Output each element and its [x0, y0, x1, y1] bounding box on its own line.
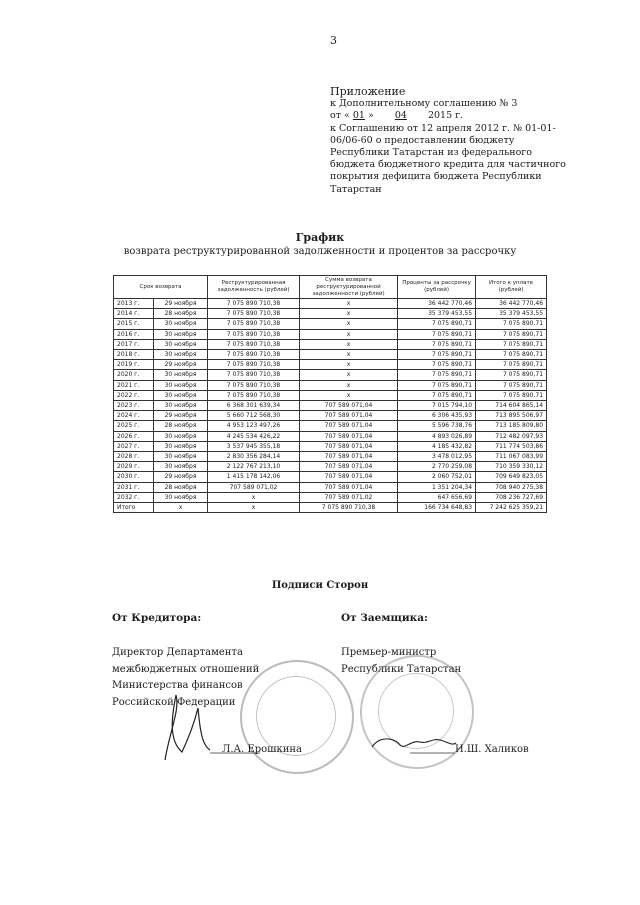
- table-cell: 3 537 945 355,18: [208, 441, 300, 451]
- table-cell: 3 478 012,95: [398, 452, 476, 462]
- table-cell: 7 075 890 710,38: [208, 329, 300, 339]
- table-cell: 707 589 071,04: [300, 452, 398, 462]
- table-cell: 7 075 890,71: [398, 370, 476, 380]
- table-cell: 7 075 890,71: [398, 319, 476, 329]
- annex-line-5: Республики Татарстан из федерального: [330, 147, 532, 159]
- table-cell: 7 075 890 710,38: [208, 350, 300, 360]
- table-cell: 2028 г.: [114, 452, 154, 462]
- table-row: [114, 309, 547, 319]
- table-cell: x: [300, 390, 398, 400]
- table-row: [114, 431, 547, 441]
- table-cell: 2 830 356 284,14: [208, 452, 300, 462]
- table-cell: 7 075 890 710,38: [208, 370, 300, 380]
- table-row: [114, 401, 547, 411]
- table-cell: 1 351 204,34: [398, 482, 476, 492]
- table-cell: 7 075 890,71: [398, 339, 476, 349]
- table-row: [114, 360, 547, 370]
- table-cell: 647 656,69: [398, 492, 476, 502]
- table-cell: 2030 г.: [114, 472, 154, 482]
- table-cell: 7 075 890,71: [398, 380, 476, 390]
- table-cell: 707 589 071,04: [300, 482, 398, 492]
- table-total-cell: Итого: [114, 503, 154, 513]
- table-cell: x: [300, 329, 398, 339]
- table-cell: 707 589 071,04: [300, 421, 398, 431]
- document-subtitle: возврата реструктурированной задолженности и процентов за рассрочку: [123, 246, 517, 257]
- table-cell: 2027 г.: [114, 441, 154, 451]
- borrower-line-1: Премьер-министр: [341, 647, 437, 658]
- page-number: 3: [330, 34, 337, 47]
- table-cell: 2031 г.: [114, 482, 154, 492]
- header-due-date: Срок возврата: [114, 276, 208, 299]
- table-cell: 2021 г.: [114, 380, 154, 390]
- table-cell: 7 075 890,71: [476, 350, 547, 360]
- table-cell: 2 060 752,01: [398, 472, 476, 482]
- table-cell: 2015 г.: [114, 319, 154, 329]
- table-cell: 28 ноября: [154, 482, 208, 492]
- borrower-heading: От Заемщика:: [341, 612, 428, 624]
- table-cell: 30 ноября: [154, 462, 208, 472]
- table-cell: 5 596 738,76: [398, 421, 476, 431]
- table-row: [114, 299, 547, 309]
- table-cell: 707 589 071,02: [208, 482, 300, 492]
- table-row: [114, 411, 547, 421]
- table-cell: 713 895 506,97: [476, 411, 547, 421]
- table-cell: 2020 г.: [114, 370, 154, 380]
- annex-line-7: покрытия дефицита бюджета Республики: [330, 171, 542, 183]
- annex-line-4: 06/06-60 о предоставлении бюджету: [330, 134, 515, 146]
- table-cell: 7 075 890,71: [476, 370, 547, 380]
- table-cell: 28 ноября: [154, 309, 208, 319]
- table-cell: 2019 г.: [114, 360, 154, 370]
- table-cell: 30 ноября: [154, 329, 208, 339]
- annex-date-month: 04: [394, 110, 407, 122]
- table-cell: 30 ноября: [154, 492, 208, 502]
- table-cell: 7 075 890 710,38: [208, 309, 300, 319]
- table-cell: 1 415 178 142,06: [208, 472, 300, 482]
- table-header-row: [114, 276, 547, 299]
- table-cell: 707 589 071,04: [300, 401, 398, 411]
- table-cell: 7 075 890,71: [398, 360, 476, 370]
- document-title: График: [295, 231, 345, 244]
- table-cell: 714 604 865,14: [476, 401, 547, 411]
- table-cell: 708 236 727,69: [476, 492, 547, 502]
- creditor-line-2: межбюджетных отношений: [112, 663, 260, 675]
- table-cell: 7 075 890,71: [476, 329, 547, 339]
- table-cell: 28 ноября: [154, 421, 208, 431]
- table-cell: 2016 г.: [114, 329, 154, 339]
- signatures-title: Подписи Сторон: [271, 580, 369, 591]
- annex-header: [330, 86, 590, 196]
- table-cell: 30 ноября: [154, 431, 208, 441]
- table-total-row: [114, 503, 547, 513]
- table-cell: 7 075 890,71: [476, 380, 547, 390]
- table-cell: x: [300, 299, 398, 309]
- annex-date-day: 01: [352, 110, 365, 122]
- table-cell: 707 589 071,04: [300, 472, 398, 482]
- table-cell: x: [300, 360, 398, 370]
- table-cell: 2017 г.: [114, 339, 154, 349]
- annex-title: Приложение: [330, 85, 406, 98]
- table-cell: 4 893 026,89: [398, 431, 476, 441]
- table-cell: 2013 г.: [114, 299, 154, 309]
- table-cell: 7 075 890,71: [398, 350, 476, 360]
- table-cell: x: [300, 319, 398, 329]
- annex-date-line: [330, 110, 590, 122]
- table-cell: 2025 г.: [114, 421, 154, 431]
- table-cell: 712 482 097,93: [476, 431, 547, 441]
- header-restructured-debt: Реструктурированная задолженность (рублей): [208, 276, 300, 299]
- table-cell: 30 ноября: [154, 390, 208, 400]
- table-cell: 2029 г.: [114, 462, 154, 472]
- header-total-payable: Итого к уплате (рублей): [476, 276, 547, 299]
- table-cell: 7 075 890,71: [476, 360, 547, 370]
- table-cell: x: [300, 309, 398, 319]
- creditor-line-1: Директор Департамента: [112, 647, 243, 658]
- table-cell: 711 067 083,99: [476, 452, 547, 462]
- table-cell: 7 075 890 710,38: [208, 360, 300, 370]
- table-cell: 710 359 330,12: [476, 462, 547, 472]
- table-cell: 709 649 823,05: [476, 472, 547, 482]
- table-row: [114, 319, 547, 329]
- table-cell: 7 075 890 710,38: [208, 380, 300, 390]
- table-cell: x: [300, 350, 398, 360]
- annex-date-prefix: от «: [330, 110, 350, 122]
- table-cell: 707 589 071,04: [300, 441, 398, 451]
- table-cell: 2023 г.: [114, 401, 154, 411]
- table-cell: 29 ноября: [154, 360, 208, 370]
- creditor-line-3: Министерства финансов: [112, 680, 243, 691]
- table-cell: 35 379 453,55: [476, 309, 547, 319]
- table-row: [114, 329, 547, 339]
- table-cell: 7 075 890 710,38: [208, 299, 300, 309]
- table-total-cell: x: [208, 503, 300, 513]
- table-cell: 7 075 890,71: [476, 390, 547, 400]
- annex-line-3: к Соглашению от 12 апреля 2012 г. № 01-01-: [330, 122, 556, 134]
- table-cell: 6 306 435,93: [398, 411, 476, 421]
- table-cell: x: [300, 380, 398, 390]
- table-cell: 2 770 259,08: [398, 462, 476, 472]
- borrower-handwritten-signature: [372, 739, 456, 747]
- table-cell: 30 ноября: [154, 339, 208, 349]
- table-row: [114, 492, 547, 502]
- creditor-handwritten-signature: [165, 695, 210, 760]
- table-cell: 708 940 275,38: [476, 482, 547, 492]
- table-cell: 29 ноября: [154, 411, 208, 421]
- annex-line-6: бюджета бюджетного кредита для частичного: [330, 159, 566, 171]
- borrower-line-2: Республики Татарстан: [341, 663, 462, 675]
- table-cell: 2024 г.: [114, 411, 154, 421]
- table-cell: 30 ноября: [154, 319, 208, 329]
- table-cell: 30 ноября: [154, 380, 208, 390]
- table-row: [114, 390, 547, 400]
- table-cell: 707 589 071,04: [300, 462, 398, 472]
- table-total-cell: 7 242 625 359,21: [476, 503, 547, 513]
- borrower-signatory-name: И.Ш. Халиков: [455, 744, 529, 755]
- table-body: [114, 299, 547, 513]
- annex-line-1: к Дополнительному соглашению № 3: [330, 98, 518, 110]
- table-cell: x: [300, 339, 398, 349]
- table-total-cell: 7 075 890 710,38: [300, 503, 398, 513]
- table-cell: 30 ноября: [154, 441, 208, 451]
- table-cell: x: [300, 370, 398, 380]
- table-cell: 7 075 890 710,38: [208, 339, 300, 349]
- table-cell: 29 ноября: [154, 472, 208, 482]
- table-cell: 36 442 770,46: [476, 299, 547, 309]
- table-row: [114, 380, 547, 390]
- header-interest: Проценты за рассрочку (рублей): [398, 276, 476, 299]
- table-row: [114, 441, 547, 451]
- table-cell: 4 953 123 497,26: [208, 421, 300, 431]
- table-cell: 30 ноября: [154, 452, 208, 462]
- table-cell: 2032 г.: [114, 492, 154, 502]
- table-cell: 6 368 301 639,34: [208, 401, 300, 411]
- table-row: [114, 482, 547, 492]
- annex-date-mid: »: [367, 110, 374, 122]
- table-cell: 7 075 890 710,38: [208, 319, 300, 329]
- table-cell: 707 589 071,04: [300, 431, 398, 441]
- table-cell: 36 442 770,46: [398, 299, 476, 309]
- table-cell: 2018 г.: [114, 350, 154, 360]
- table-cell: 5 660 712 568,30: [208, 411, 300, 421]
- table-cell: 29 ноября: [154, 299, 208, 309]
- table-cell: 713 185 809,80: [476, 421, 547, 431]
- table-total-cell: x: [154, 503, 208, 513]
- table-cell: 7 075 890,71: [398, 390, 476, 400]
- table-cell: 707 589 071,04: [300, 411, 398, 421]
- table-row: [114, 350, 547, 360]
- table-cell: 7 075 890,71: [398, 329, 476, 339]
- table-cell: x: [208, 492, 300, 502]
- table-cell: 30 ноября: [154, 370, 208, 380]
- table-row: [114, 370, 547, 380]
- table-cell: 4 245 534 426,22: [208, 431, 300, 441]
- table-cell: 7 075 890 710,38: [208, 390, 300, 400]
- table-cell: 4 185 432,82: [398, 441, 476, 451]
- table-cell: 711 774 503,86: [476, 441, 547, 451]
- repayment-schedule-table: [113, 275, 547, 513]
- table-row: [114, 421, 547, 431]
- table-cell: 7 075 890,71: [476, 339, 547, 349]
- annex-line-8: Татарстан: [330, 183, 382, 195]
- table-cell: 30 ноября: [154, 350, 208, 360]
- table-row: [114, 339, 547, 349]
- table-row: [114, 462, 547, 472]
- table-cell: 7 015 794,10: [398, 401, 476, 411]
- table-row: [114, 472, 547, 482]
- creditor-heading: От Кредитора:: [112, 612, 202, 624]
- table-cell: 707 589 071,02: [300, 492, 398, 502]
- annex-date-year: 2015 г.: [427, 110, 464, 122]
- table-cell: 2022 г.: [114, 390, 154, 400]
- table-cell: 7 075 890,71: [476, 319, 547, 329]
- table-row: [114, 452, 547, 462]
- signatures-graphic: [110, 690, 640, 770]
- creditor-signatory-name: Л.А. Ерошкина: [222, 744, 303, 755]
- table-cell: 2 122 767 213,10: [208, 462, 300, 472]
- table-cell: 35 379 453,55: [398, 309, 476, 319]
- creditor-line-4: Российской Федерации: [112, 696, 236, 708]
- table-cell: 30 ноября: [154, 401, 208, 411]
- table-cell: 2026 г.: [114, 431, 154, 441]
- header-repayment-amount: Сумма возврата реструктурированной задолженности (рублей): [300, 276, 398, 299]
- table-cell: 2014 г.: [114, 309, 154, 319]
- table-total-cell: 166 734 648,83: [398, 503, 476, 513]
